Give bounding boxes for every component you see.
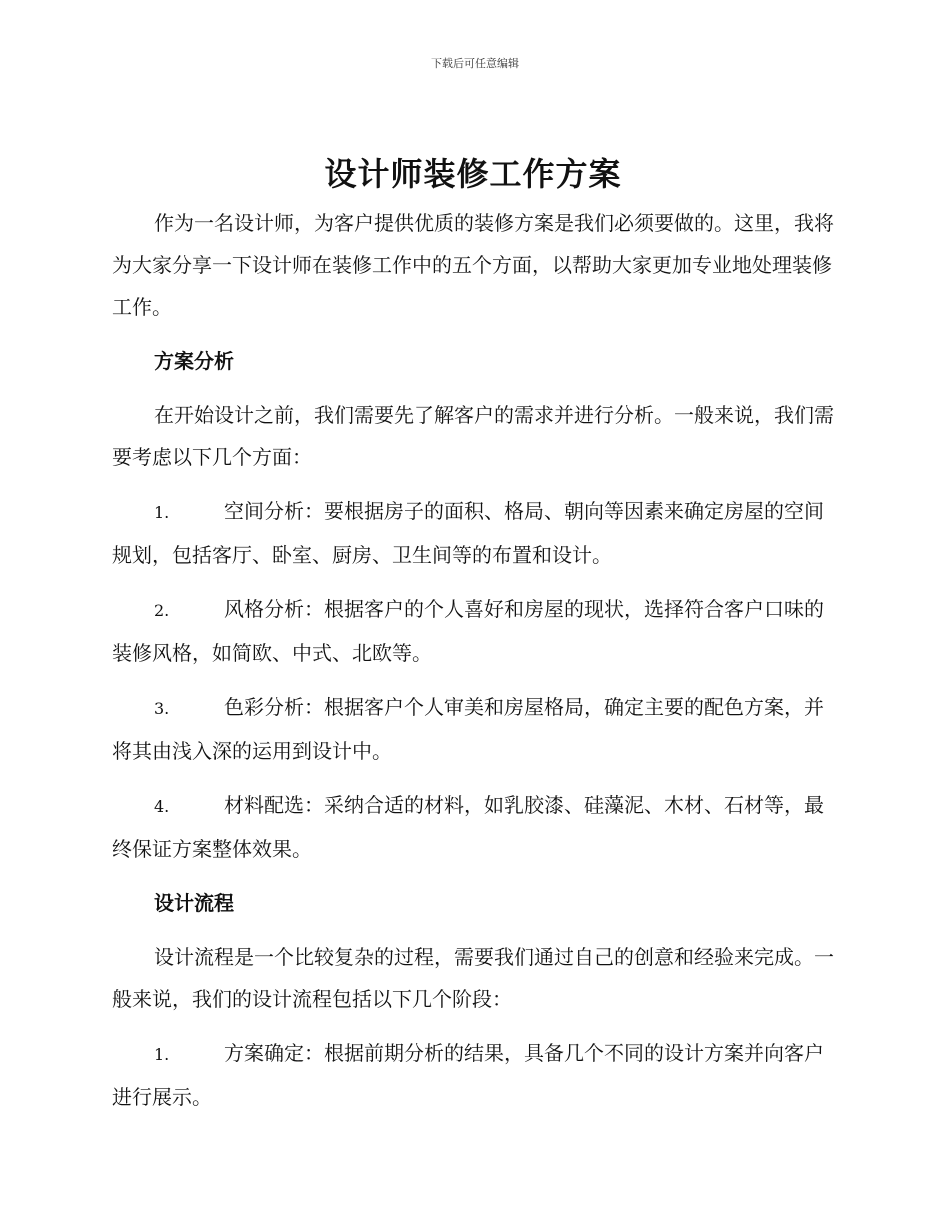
section-plan-analysis	[112, 340, 834, 870]
list-item-number: 3.	[154, 699, 170, 718]
section-heading: 方案分析	[154, 349, 234, 373]
list-item	[112, 490, 834, 576]
list-item-text: 风格分析：根据客户的个人喜好和房屋的现状，选择符合客户口味的装修风格，如简欧、中式、北欧等。	[112, 597, 824, 665]
section-paragraph: 在开始设计之前，我们需要先了解客户的需求并进行分析。一般来说，我们需要考虑以下几个方面：	[112, 403, 834, 469]
list-item-text: 材料配选：采纳合适的材料，如乳胶漆、硅藻泥、木材、石材等，最终保证方案整体效果。	[112, 793, 824, 861]
list-item-text: 方案确定：根据前期分析的结果，具备几个不同的设计方案并向客户进行展示。	[112, 1041, 824, 1109]
intro-paragraph: 作为一名设计师，为客户提供优质的装修方案是我们必须要做的。这里，我将为大家分享一下设计师在装修工作中的五个方面，以帮助大家更加专业地处理装修工作。	[112, 211, 834, 319]
list-item	[112, 588, 834, 674]
list-item-text: 色彩分析：根据客户个人审美和房屋格局，确定主要的配色方案，并将其由浅入深的运用到设计中。	[112, 695, 824, 763]
list-item	[112, 686, 834, 772]
document-title: 设计师装修工作方案	[324, 155, 622, 193]
list-item-number: 1.	[154, 503, 170, 522]
list-item-number: 1.	[154, 1045, 170, 1064]
section-design-process	[112, 882, 834, 1118]
list-item	[112, 1032, 834, 1118]
section-heading: 设计流程	[154, 891, 234, 915]
list-item-number: 2.	[154, 601, 170, 620]
section-paragraph: 设计流程是一个比较复杂的过程，需要我们通过自己的创意和经验来完成。一般来说，我们的设计流程包括以下几个阶段：	[112, 945, 834, 1011]
list-item	[112, 784, 834, 870]
page-header-note: 下载后可任意编辑	[431, 57, 519, 70]
document-body	[112, 152, 834, 1130]
list-item-text: 空间分析：要根据房子的面积、格局、朝向等因素来确定房屋的空间规划，包括客厅、卧室、厨房、卫生间等的布置和设计。	[112, 499, 824, 567]
list-item-number: 4.	[154, 797, 170, 816]
